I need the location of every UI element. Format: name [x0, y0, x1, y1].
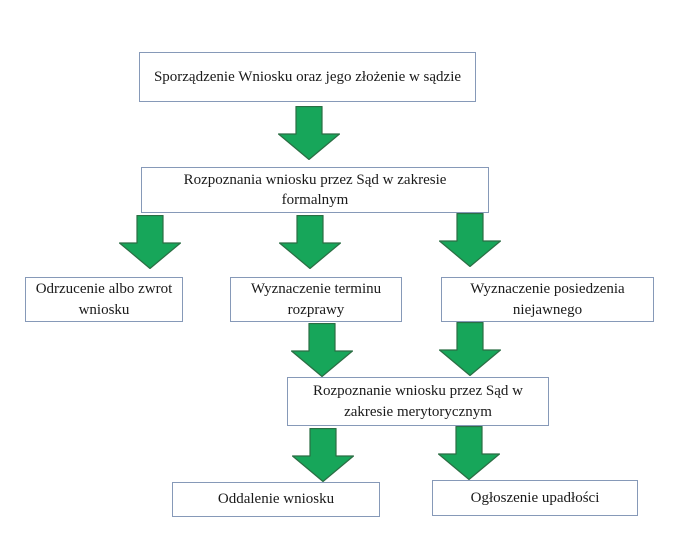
node-posiedzenie-niejawne — [441, 277, 654, 322]
arrow-posiedzenie-to-meryt-icon — [439, 322, 501, 376]
arrow-meryt-to-oddalenie-icon — [292, 428, 354, 482]
node-label: Odrzucenie albo zwrot wniosku — [35, 281, 173, 318]
arrow-top-to-formal-icon — [278, 106, 340, 160]
node-label: Wyznaczenie posiedzenia niejawnego — [470, 281, 625, 318]
node-sporzadzenie-wniosku — [139, 52, 476, 102]
node-label: Oddalenie wniosku — [217, 491, 335, 508]
node-odrzucenie-zwrot — [25, 277, 183, 322]
node-oddalenie-wniosku — [172, 482, 380, 517]
arrow-formal-to-posiedzenie-icon — [439, 213, 501, 267]
arrow-meryt-to-ogloszenie-icon — [438, 426, 500, 480]
node-label: Ogłoszenie upadłości — [470, 489, 600, 506]
node-rozpoznanie-merytoryczne — [287, 377, 549, 426]
node-label: Wyznaczenie terminu rozprawy — [250, 281, 382, 318]
node-label: Rozpoznania wniosku przez Sąd w zakresie formalnym — [183, 171, 447, 208]
arrow-formal-to-termin-icon — [279, 215, 341, 269]
arrow-termin-to-meryt-icon — [291, 323, 353, 377]
node-label: Sporządzenie Wniosku oraz jego złożenie w sądzie — [153, 68, 462, 85]
node-wyznaczenie-terminu — [230, 277, 402, 322]
node-rozpoznanie-formalne — [141, 167, 489, 213]
arrow-formal-to-odrzucenie-icon — [119, 215, 181, 269]
node-ogloszenie-upadlosci — [432, 480, 638, 516]
node-label: Rozpoznanie wniosku przez Sąd w zakresie merytorycznym — [313, 383, 523, 420]
